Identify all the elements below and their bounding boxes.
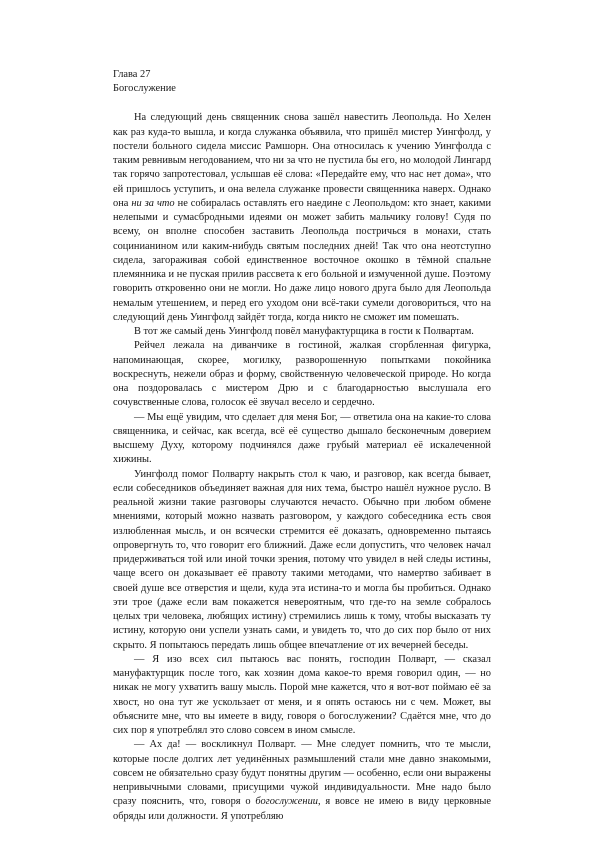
text-run: — Ах да! — воскликнул Полварт. — Мне следует помнить, что те мысли, которые после долгих лет уединённых размышлений стали мне давно знакомыми, совсем не обязательно сразу будут понятны другим — особенно, если они выражены непривычными словами, присущими чужой индивидуальности. Мне надо было сразу пояснить, что, говоря о [113, 739, 491, 808]
paragraph [113, 339, 491, 410]
chapter-heading [113, 68, 491, 96]
paragraph [113, 411, 491, 468]
paragraph [113, 738, 491, 824]
text-run: В тот же самый день Уингфолд повёл мануфактурщика в гости к Полвартам. [134, 326, 474, 338]
text-run: Рейчел лежала на диванчике в гостиной, жалкая сгорбленная фигурка, напоминающая, скорее, могилку, разворошенную попытками покойника воскреснуть, нежели образ и форму, свойственную человеческой природе. Но когда она поздоровалась с мистером Дрю и с благодарностью выслушала его сочувственные слова, голосок её звучал весело и сердечно. [113, 340, 491, 409]
paragraph [113, 468, 491, 653]
paragraph [113, 111, 491, 325]
text-run: — Мы ещё увидим, что сделает для меня Бог, — ответила она на какие-то слова священника, и сейчас, как всегда, всё её существо дышало бесконечным доверием высшему Духу, которому подчинялся даже грубый материал её искалеченной хижины. [113, 411, 491, 466]
text-run: не собиралась оставлять его наедине с Леопольдом: кто знает, какими нелепыми и сумасбродными идеями он может забить мальчику голову! Судя по всему, он вполне способен заставить Леопольда постричься в монахи, стать социнианином или каким-нибудь святым последних дней! Так что она неотступно сидела, загораживая собой единственное восточное окошко в тёмной спальне племянника и не пуская прилив рассвета к его больной и измученной душе. Поэтому говорить откровенно они не могли. Но даже лицо нового друга было для Леопольда немалым утешением, и перед его уходом они всё-таки сумели договориться, что на следующий день Уингфолд зайдёт тогда, когда никто не сможет им помешать. [113, 197, 492, 323]
text-run: Уингфолд помог Полварту накрыть стол к чаю, и разговор, как всегда бывает, если собеседников объединяет важная для них тема, быстро нашёл нужное русло. В реальной жизни такие разговоры случаются нечасто. Обычно при любом обмене мнениями, который можно назвать разговором, у каждого собеседника есть своя излюбленная мысль, и он всячески стремится её доказать, одновременно пытаясь опровергнуть то, что говорит его ближний. Даже если допустить, что человек начал придерживаться той или иной точки зрения, потому что увидел в ней следы истины, чаще всего он доказывает её правоту такими методами, что намертво забивает в своей душе все отверстия и щели, куда эта истина-то и могла бы пробиться. Однако эти трое (даже если вам покажется невероятным, что где-то на земле собралось целых три человека, любящих истину) стремились лишь к тому, чтобы высказать ту истину, которую они успели узнать сами, и увидеть то, что до сих пор было от них скрыто. Я попытаюсь передать лишь общее впечатление от их вечерней беседы. [113, 468, 491, 651]
emphasis-text: ни за что [131, 197, 175, 209]
text-run: — Я изо всех сил пытаюсь вас понять, господин Полварт, — сказал мануфактурщик после того, как хозяин дома какое-то время говорил один, — но никак не могу ухватить вашу мысль. Порой мне кажется, что я вот-вот поймаю её за хвост, но она тут же ускользает от меня, и я опять остаюсь ни с чем. Может, вы объясните мне, что вы имеете в виду, говоря о богослужении? Сдаётся мне, что до сих пор я употреблял это слово совсем в ином смысле. [113, 653, 491, 737]
paragraph [113, 653, 491, 739]
chapter-title: Богослужение [113, 83, 176, 95]
chapter-label: Глава 27 [113, 69, 151, 80]
emphasis-text: богослужении [255, 796, 318, 808]
page-text-block [113, 68, 491, 824]
text-run: , я вовсе не имею в виду церковные обряды или должности. Я употребляю [113, 796, 492, 822]
paragraph [113, 325, 491, 339]
text-run: На следующий день священник снова зашёл навестить Леопольда. Но Хелен как раз куда-то вышла, и когда служанка объявила, что пришёл мистер Уингфолд, у постели больного сидела миссис Рамшорн. Она относилась к учению Уингфолда с таким ревнивым негодованием, что ни за что не пустила бы его, но молодой Лингард так горячо запротестовал, услышав её слова: «Передайте ему, что нас нет дома», что ей пришлось уступить, и она велела служанке провести священника наверх. Однако она [113, 112, 491, 209]
body-text [113, 111, 491, 824]
